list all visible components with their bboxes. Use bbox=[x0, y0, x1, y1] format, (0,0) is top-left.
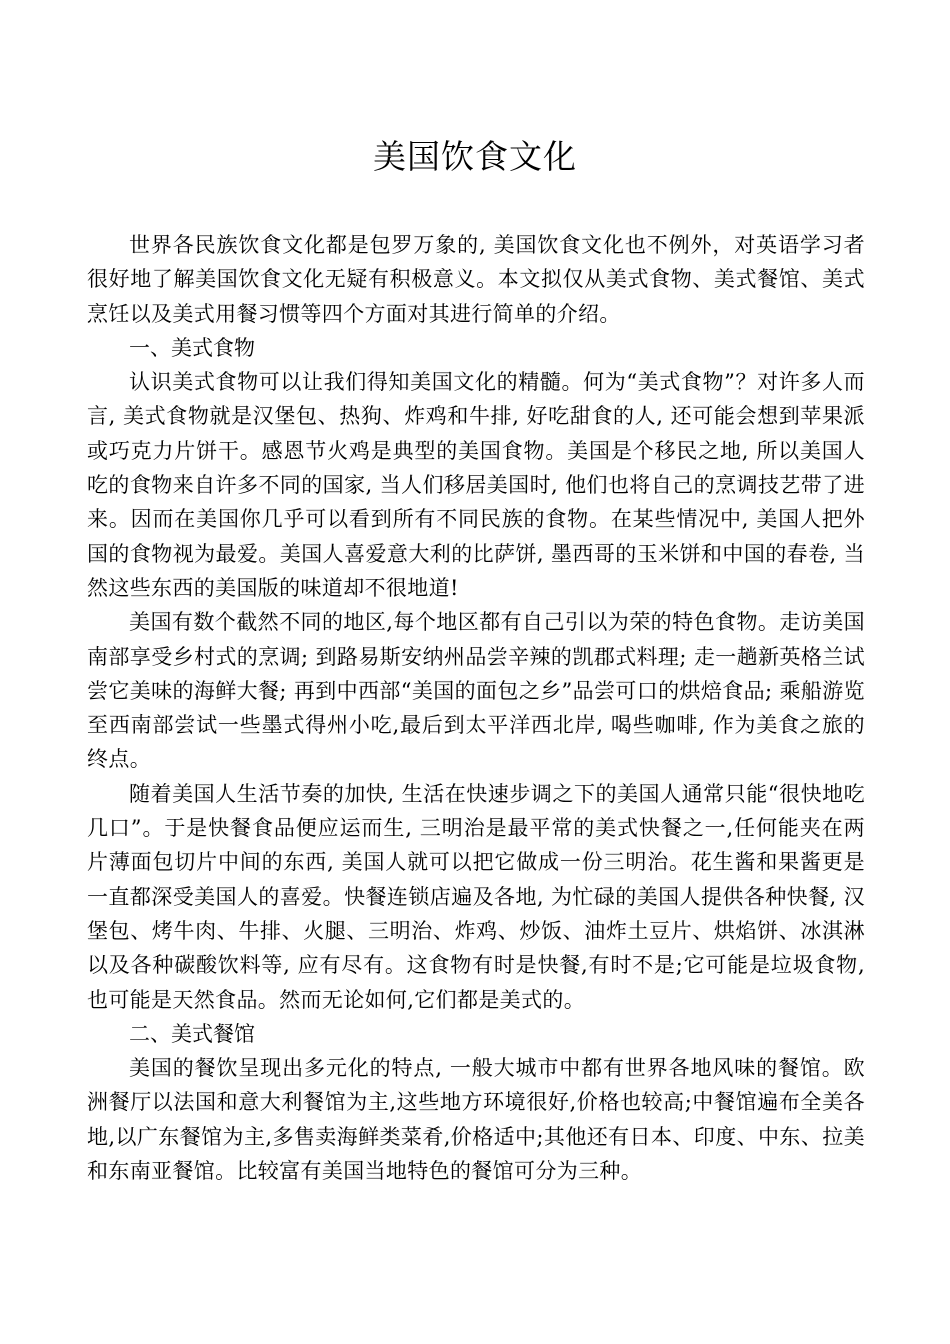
paragraph-fast-food: 随着美国人生活节奏的加快, 生活在快速步调之下的美国人通常只能“很快地吃几口”。于是快餐食品便应运而生, 三明治是最平常的美式快餐之一,任何能夹在两片薄面包切片中间的东西, 美国人就可以把它做成一份三明治。花生酱和果酱更是一直都深受美国人的喜爱。快餐连锁店遍及各地, 为忙碌的美国人提供各种快餐, 汉堡包、烤牛肉、牛排、火腿、三明治、炸鸡、炒饭、油炸土豆片、烘焰饼、冰淇淋以及各种碳酸饮料等, 应有尽有。这食物有时是快餐,有时不是;它可能是垃圾食物,也可能是天然食品。然而无论如何,它们都是美式的。 bbox=[87, 781, 865, 1012]
paragraph-restaurants: 美国的餐饮呈现出多元化的特点, 一般大城市中都有世界各地风味的餐馆。欧洲餐厅以法国和意大利餐馆为主,这些地方环境很好,价格也较高;中餐馆遍布全美各地,以广东餐馆为主,多售卖海鲜类菜肴,价格适中;其他还有日本、印度、中东、拉美和东南亚餐馆。比较富有美国当地特色的餐馆可分为三种。 bbox=[87, 1056, 865, 1184]
section-heading-food: 一、美式食物 bbox=[129, 335, 255, 360]
document-body bbox=[87, 228, 865, 1188]
paragraph-regional-food: 美国有数个截然不同的地区,每个地区都有自己引以为荣的特色食物。走访美国南部享受乡村式的烹调; 到路易斯安纳州品尝辛辣的凯郡式料理; 走一趟新英格兰试尝它美味的海鲜大餐; 再到中西部“美国的面包之乡”品尝可口的烘焙食品; 乘船游览至西南部尝试一些墨式得州小吃,最后到太平洋西北岸, 喝些咖啡, 作为美食之旅的终点。 bbox=[87, 610, 865, 772]
paragraph-food-essence: 认识美式食物可以让我们得知美国文化的精髓。何为“美式食物”？对许多人而言, 美式食物就是汉堡包、热狗、炸鸡和牛排, 好吃甜食的人, 还可能会想到苹果派或巧克力片饼干。感恩节火鸡是典型的美国食物。美国是个移民之地, 所以美国人吃的食物来自许多不同的国家, 当人们移居美国时, 他们也将自己的烹调技艺带了进来。因而在美国你几乎可以看到所有不同民族的食物。在某些情况中, 美国人把外国的食物视为最爱。美国人喜爱意大利的比萨饼, 墨西哥的玉米饼和中国的春卷, 当然这些东西的美国版的味道却不很地道! bbox=[87, 370, 865, 600]
document-title: 美国饮食文化 bbox=[373, 137, 577, 176]
intro-paragraph: 世界各民族饮食文化都是包罗万象的, 美国饮食文化也不例外，对英语学习者很好地了解美国饮食文化无疑有积极意义。本文拟仅从美式食物、美式餐馆、美式烹饪以及美式用餐习惯等四个方面对其进行简单的介绍。 bbox=[87, 233, 865, 326]
section-heading-restaurants: 二、美式餐馆 bbox=[129, 1021, 255, 1046]
